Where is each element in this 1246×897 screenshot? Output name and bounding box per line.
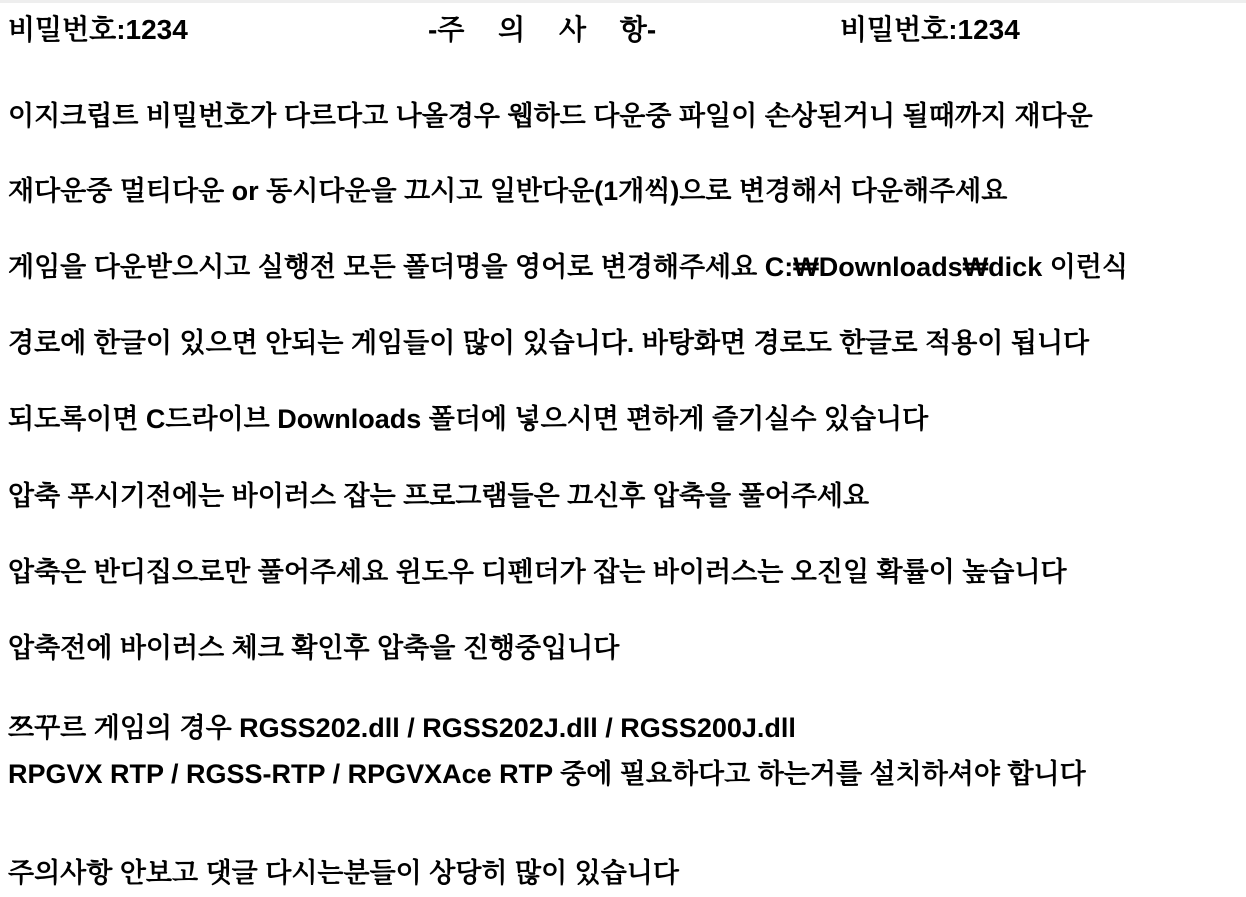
password-label-right: 비밀번호:1234	[840, 14, 1020, 45]
notice-line-korean-path: 경로에 한글이 있으면 안되는 게임들이 많이 있습니다. 바탕화면 경로도 한글로 적용이 됩니다	[8, 328, 1090, 358]
notice-line-bandizip: 압축은 반디집으로만 풀어주세요 윈도우 디펜더가 잡는 바이러스는 오진일 확률이 높습니다	[8, 557, 1067, 587]
notice-line-comments: 주의사항 안보고 댓글 다시는분들이 상당히 많이 있습니다	[8, 858, 679, 888]
password-label-left: 비밀번호:1234	[8, 14, 188, 45]
notice-line-cdrive: 되도록이면 C드라이브 Downloads 폴더에 넣으시면 편하게 즐기실수 있습니다	[8, 404, 929, 434]
notice-line-foldername: 게임을 다운받으시고 실행전 모든 폴더명을 영어로 변경해주세요 C:₩Downloads₩dick 이런식	[8, 252, 1128, 282]
notice-line-antivirus-off: 압축 푸시기전에는 바이러스 잡는 프로그램들은 끄신후 압축을 풀어주세요	[8, 481, 870, 511]
top-edge-strip	[0, 0, 1246, 3]
notice-line-virus-check: 압축전에 바이러스 체크 확인후 압축을 진행중입니다	[8, 633, 620, 663]
page-title: -주 의 사 항-	[428, 14, 657, 45]
notice-line-rtp-install: RPGVX RTP / RGSS-RTP / RPGVXAce RTP 중에 필요하다고 하는거를 설치하셔야 합니다	[8, 759, 1086, 789]
notice-line-rgss-dll: 쯔꾸르 게임의 경우 RGSS202.dll / RGSS202J.dll / RGSS200J.dll	[8, 713, 796, 743]
notice-line-redownload: 이지크립트 비밀번호가 다르다고 나올경우 웹하드 다운중 파일이 손상된거니 될때까지 재다운	[8, 101, 1093, 131]
notice-line-multidownload: 재다운중 멀티다운 or 동시다운을 끄시고 일반다운(1개씩)으로 변경해서 다운해주세요	[8, 176, 1008, 206]
